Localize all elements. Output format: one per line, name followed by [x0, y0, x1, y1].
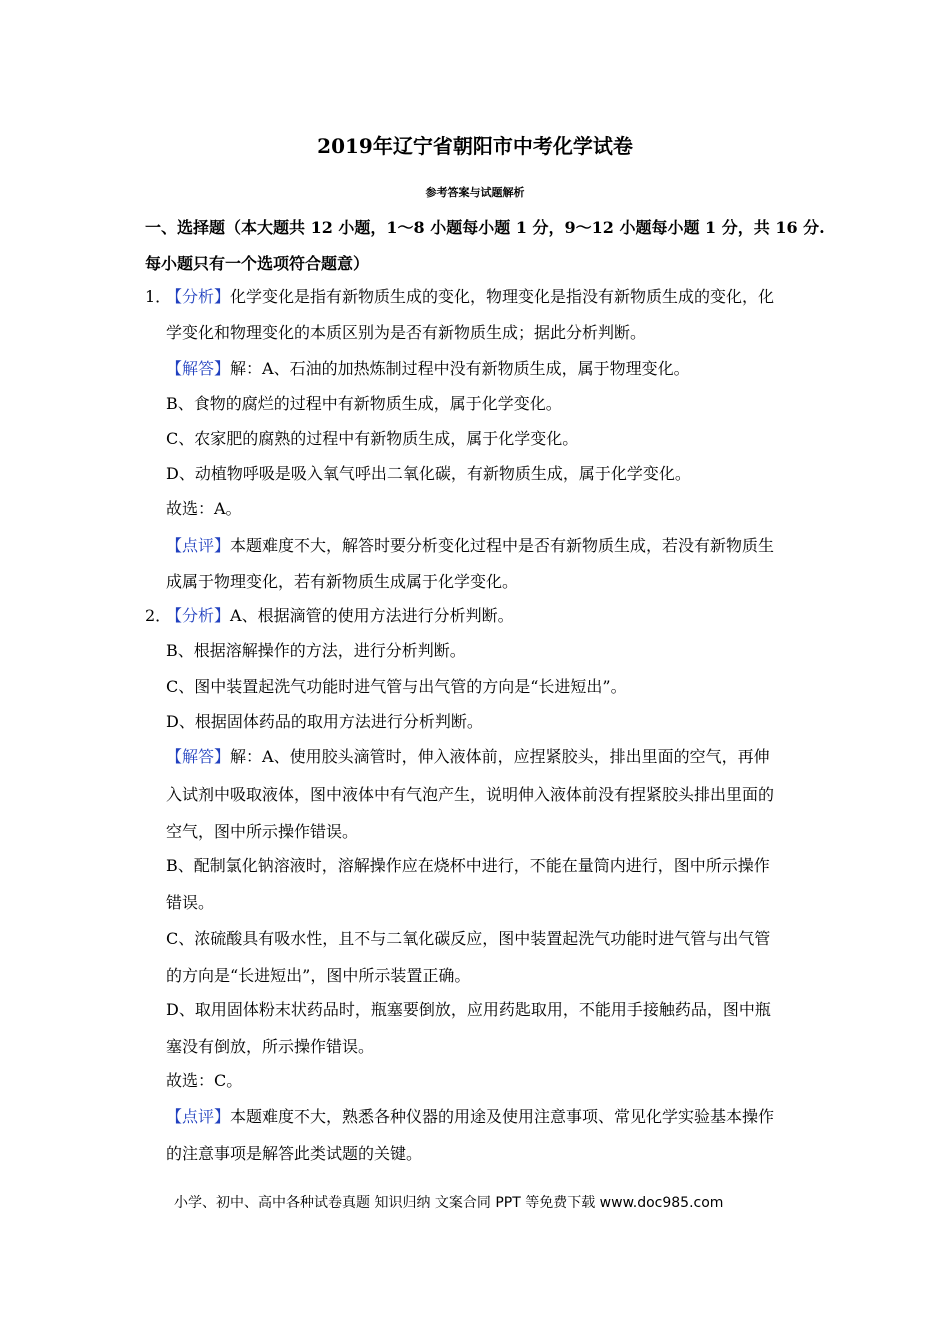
- q1-answer-b: B、食物的腐烂的过程中有新物质生成，属于化学变化。: [166, 394, 562, 413]
- q1-answer-text-1: 解：A、石油的加热炼制过程中没有新物质生成，属于物理变化。: [230, 359, 690, 378]
- q2-comment-text-1: 本题难度不大，熟悉各种仪器的用途及使用注意事项、常见化学实验基本操作: [230, 1107, 775, 1126]
- q1-analysis-tag: 【分析】: [166, 287, 231, 306]
- q2-answer-d-line-1: D、取用固体粉末状药品时，瓶塞要倒放，应用药匙取用，不能用手接触药品，图中瓶: [166, 1000, 771, 1019]
- question-2-number: 2．: [145, 606, 172, 625]
- q2-analysis-d: D、根据固体药品的取用方法进行分析判断。: [166, 712, 483, 731]
- q2-answer-c-line-1: C、浓硫酸具有吸水性，且不与二氧化碳反应，图中装置起洗气功能时进气管与出气管: [166, 929, 771, 948]
- q2-answer-d-line-2: 塞没有倒放，所示操作错误。: [166, 1037, 375, 1056]
- q1-comment-tag: 【点评】: [166, 536, 231, 555]
- section-heading-line-1: 一、选择题（本大题共 12 小题，1～8 小题每小题 1 分，9～12 小题每小题 1 分，共 16 分.: [145, 218, 825, 237]
- q1-analysis-text-1: 化学变化是指有新物质生成的变化，物理变化是指没有新物质生成的变化，化: [230, 287, 775, 306]
- q2-analysis-text-a: A、根据滴管的使用方法进行分析判断。: [230, 606, 514, 625]
- q2-choice: 故选：C。: [166, 1071, 243, 1090]
- q2-analysis-b: B、根据溶解操作的方法，进行分析判断。: [166, 641, 466, 660]
- q1-answer-line-1: [166, 359, 690, 379]
- q2-analysis-c: C、图中装置起洗气功能时进气管与出气管的方向是“长进短出”。: [166, 677, 627, 696]
- q2-answer-a-line-3: 空气，图中所示操作错误。: [166, 822, 359, 841]
- q2-comment-line-2: 的注意事项是解答此类试题的关键。: [166, 1144, 423, 1163]
- q2-answer-c-line-2: 的方向是“长进短出”，图中所示装置正确。: [166, 966, 471, 985]
- q1-analysis-line-2: 学变化和物理变化的本质区别为是否有新物质生成；据此分析判断。: [166, 323, 647, 342]
- q2-answer-tag: 【解答】: [166, 747, 231, 766]
- q2-analysis-line-a: [166, 606, 514, 626]
- page-title: 2019年辽宁省朝阳市中考化学试卷: [317, 134, 633, 158]
- page-footer: 小学、初中、高中各种试卷真题 知识归纳 文案合同 PPT 等免费下载 www.doc985.com: [174, 1195, 724, 1211]
- q2-answer-text-a1: 解：A、使用胶头滴管时，伸入液体前，应捏紧胶头，排出里面的空气，再伸: [230, 747, 770, 766]
- q2-analysis-tag: 【分析】: [166, 606, 231, 625]
- q1-answer-tag: 【解答】: [166, 359, 231, 378]
- q2-answer-b-line-1: B、配制氯化钠溶液时，溶解操作应在烧杯中进行，不能在量筒内进行，图中所示操作: [166, 856, 770, 875]
- q2-answer-b-line-2: 错误。: [166, 893, 215, 912]
- q1-answer-c: C、农家肥的腐熟的过程中有新物质生成，属于化学变化。: [166, 429, 579, 448]
- section-heading-line-2: 每小题只有一个选项符合题意）: [145, 254, 370, 273]
- question-1-number: 1．: [145, 287, 172, 306]
- q1-answer-d: D、动植物呼吸是吸入氧气呼出二氧化碳，有新物质生成，属于化学变化。: [166, 464, 691, 483]
- q2-comment-line-1: [166, 1107, 774, 1127]
- q2-comment-tag: 【点评】: [166, 1107, 231, 1126]
- q1-analysis-line-1: [166, 287, 774, 307]
- q2-answer-a-line-2: 入试剂中吸取液体，图中液体中有气泡产生，说明伸入液体前没有捏紧胶头排出里面的: [166, 785, 775, 804]
- q2-answer-a-line-1: [166, 747, 770, 767]
- page-subtitle: 参考答案与试题解析: [425, 186, 525, 199]
- q1-choice: 故选：A。: [166, 499, 242, 518]
- q1-comment-line-1: [166, 536, 774, 556]
- q1-comment-text-1: 本题难度不大，解答时要分析变化过程中是否有新物质生成，若没有新物质生: [230, 536, 775, 555]
- q1-comment-line-2: 成属于物理变化，若有新物质生成属于化学变化。: [166, 572, 519, 591]
